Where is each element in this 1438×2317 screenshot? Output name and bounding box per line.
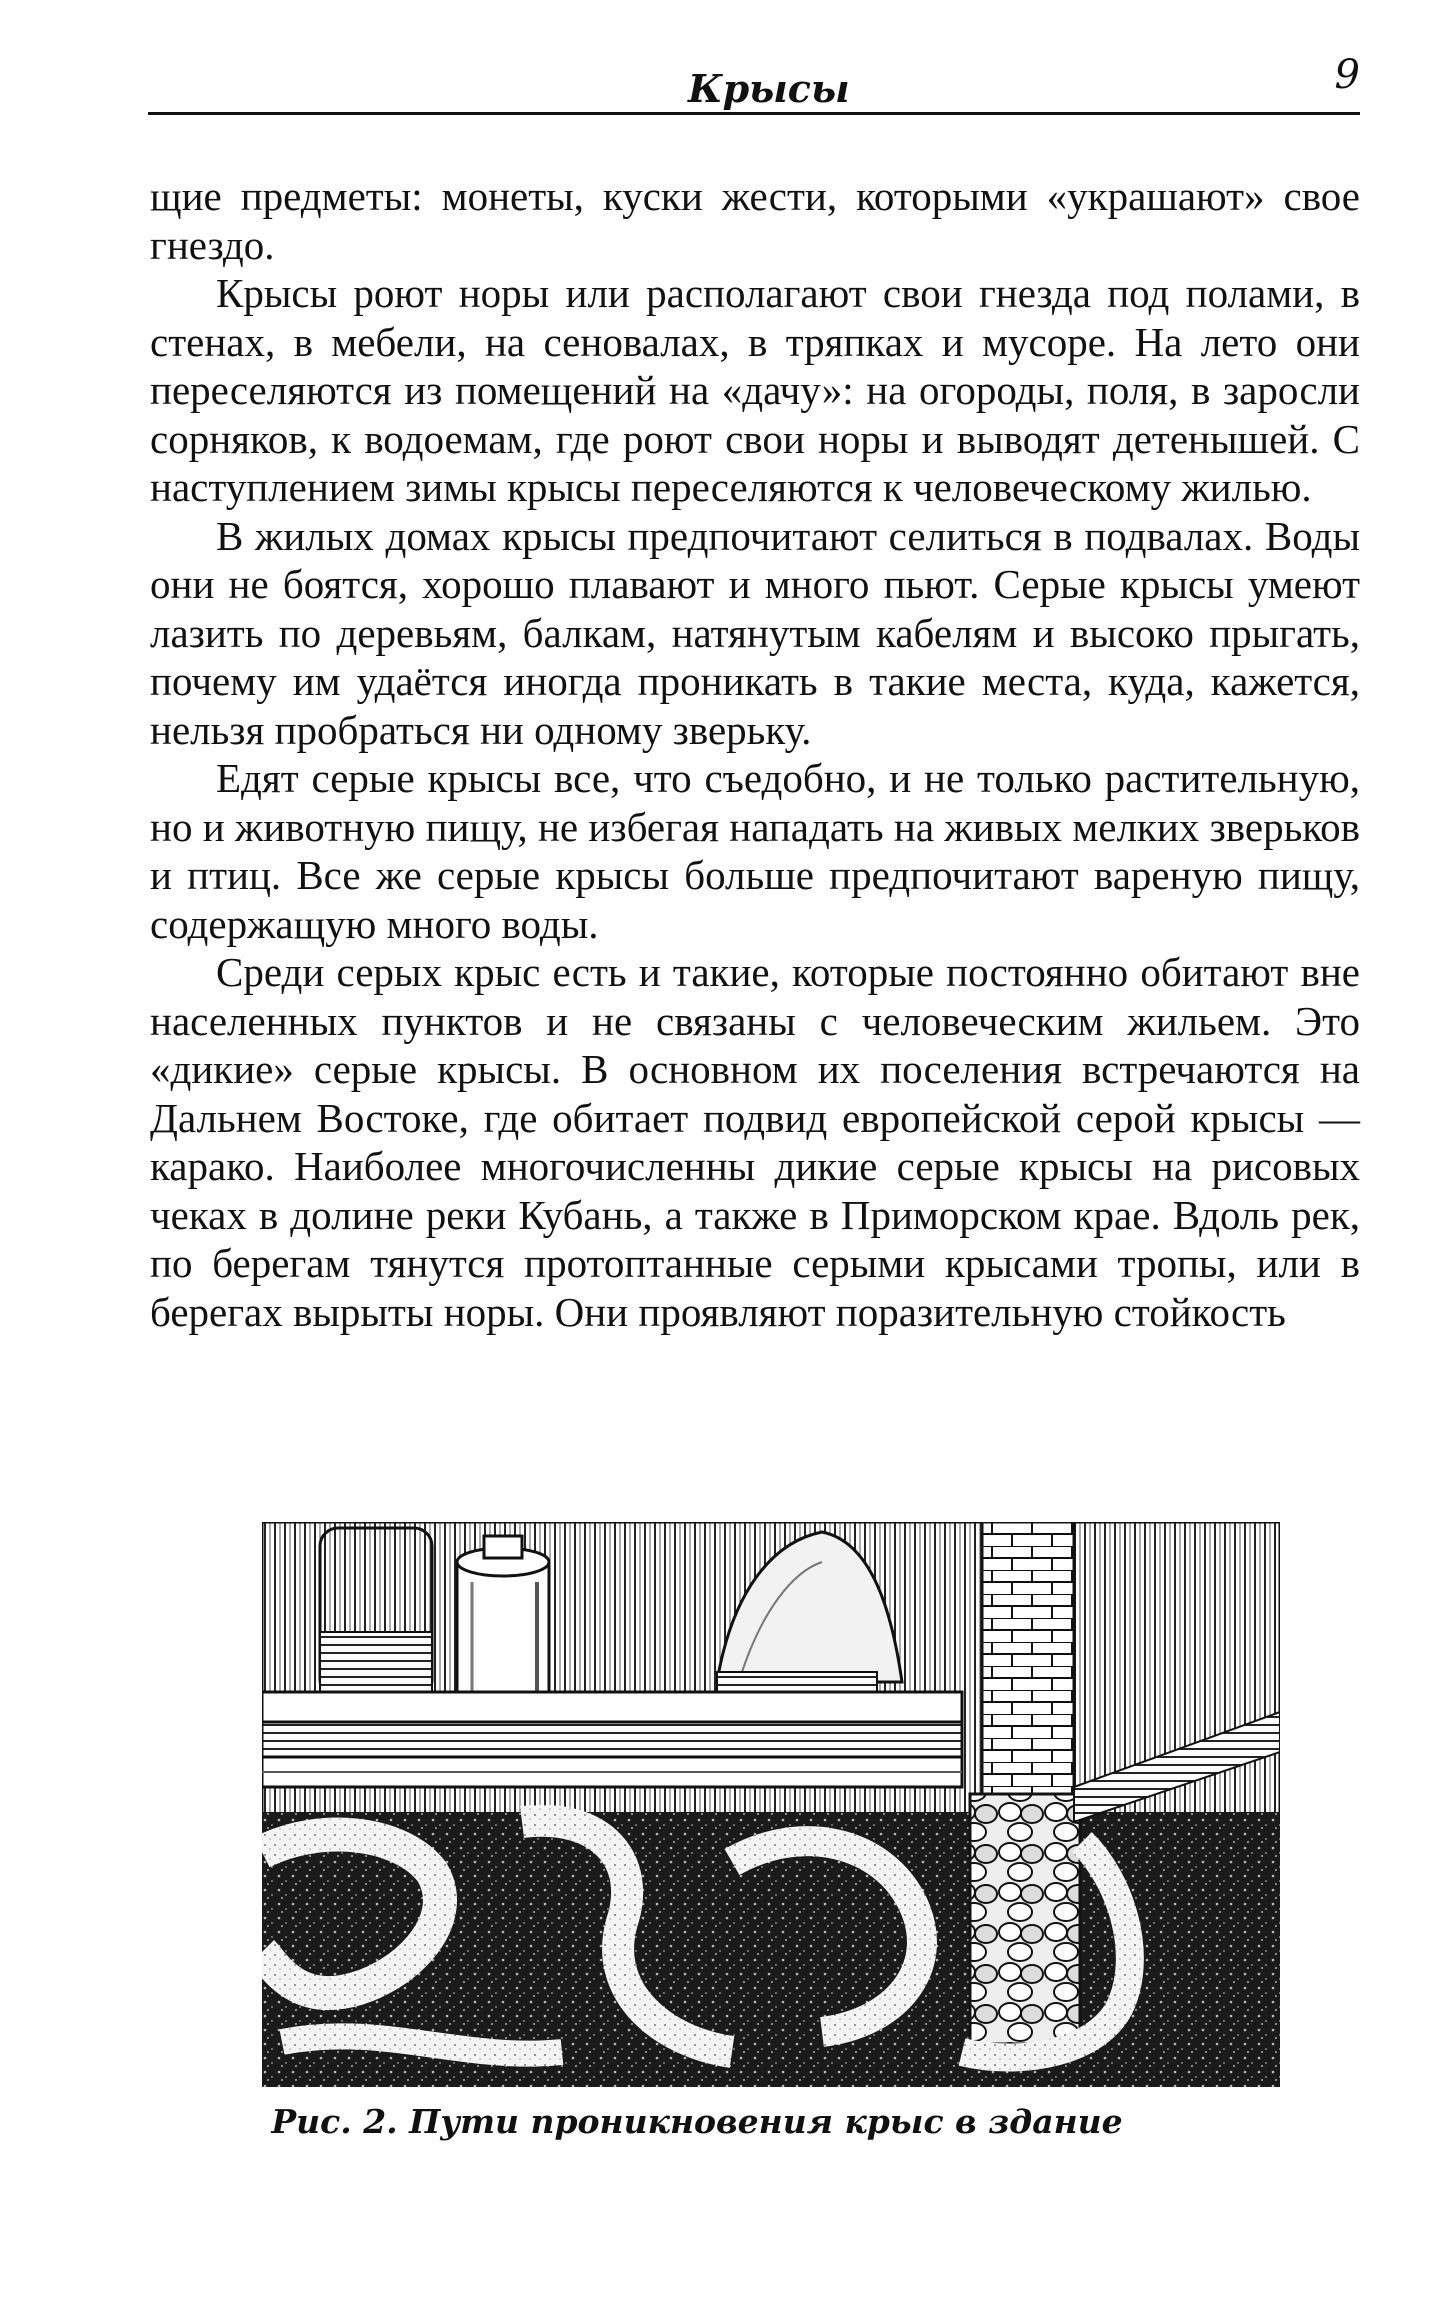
figure-illustration	[262, 1522, 1280, 2087]
paragraph-5: Среди серых крыс есть и такие, которые постоянно обитают вне населенных пунктов и не связаны с человеческим жильем. Это «дикие» серые крысы. В основном их поселения встречаются на Дальнем Востоке, где обитает подвид европейской серой крысы — карако. Наиболее многочисленны дикие серые крысы на рисовых чеках в долине реки Кубань, а также в Приморском крае. Вдоль рек, по берегам тянутся протоптанные серыми крысами тропы, или в берегах вырыты норы. Они проявляют поразительную стойкость	[150, 949, 1360, 1335]
body-text	[150, 172, 1360, 1336]
brick-pillar	[982, 1522, 1074, 1822]
header-rule	[148, 112, 1360, 115]
floor-boards	[262, 1692, 962, 1787]
paragraph-3: В жилых домах крысы предпочитают селиться в подвалах. Воды они не боятся, хорошо плавают и много пьют. Серые крысы умеют лазить по деревьям, балкам, натянутым кабелям и высоко прыгать, почему им удаётся иногда проникать в такие места, куда, кажется, нельзя пробраться ни одному зверьку.	[150, 512, 1360, 753]
stone-foundation	[970, 1794, 1080, 2044]
paragraph-1: щие предметы: монеты, куски жести, которыми «украшают» свое гнездо.	[150, 173, 1360, 268]
page-number: 9	[1334, 52, 1360, 98]
running-header	[148, 52, 1360, 116]
figure-caption: Рис. 2. Пути проникновения крыс в здание	[271, 2102, 1123, 2141]
paragraph-4: Едят серые крысы все, что съедобно, и не только растительную, но и животную пищу, не избегая нападать на живых мелких зверьков и птиц. Все же серые крысы больше предпочитают вареную пищу, содержащую много воды.	[150, 755, 1360, 947]
header-title: Крысы	[688, 66, 850, 111]
paragraph-2: Крысы роют норы или располагают свои гнезда под полами, в стенах, в мебели, на сеновалах, в тряпках и мусоре. На лето они переселяются из помещений на «дачу»: на огороды, поля, в заросли сорняков, к водоемам, где роют свои норы и выводят детенышей. С наступлением зимы крысы переселяются к человеческому жилью.	[150, 270, 1360, 510]
barrel-icon	[320, 1528, 432, 1698]
can-icon	[457, 1536, 549, 1702]
rat-entry-illustration	[262, 1522, 1280, 2087]
